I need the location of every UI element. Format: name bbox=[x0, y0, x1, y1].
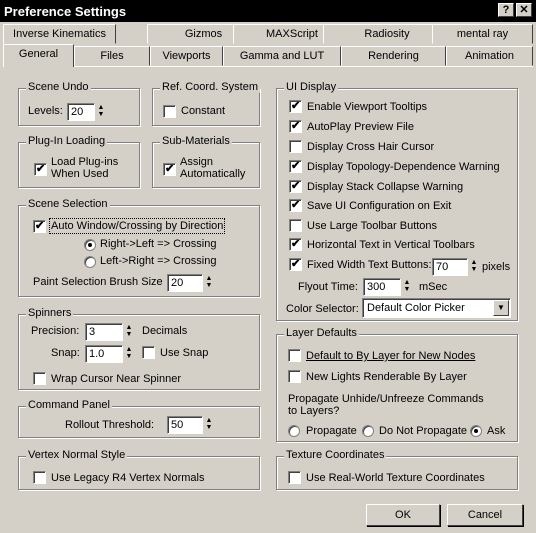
left-right-radio[interactable] bbox=[84, 256, 96, 268]
flyout-label: Flyout Time: bbox=[298, 281, 358, 293]
precision-label: Precision: bbox=[31, 325, 80, 337]
scene-undo-title: Scene Undo bbox=[28, 81, 89, 93]
do-not-propagate-label: Do Not Propagate bbox=[379, 425, 468, 437]
assign-label-1: Assign bbox=[180, 156, 214, 168]
tab-files[interactable]: Files bbox=[74, 46, 150, 66]
spinner-arrows-icon[interactable]: ▲ ▼ bbox=[125, 346, 133, 360]
right-left-radio[interactable] bbox=[84, 239, 96, 251]
tab-inverse-kinematics[interactable]: Inverse Kinematics bbox=[3, 24, 116, 44]
new-lights-checkbox[interactable] bbox=[288, 370, 301, 383]
help-button[interactable]: ? bbox=[498, 3, 514, 17]
snap-label: Snap: bbox=[51, 347, 80, 359]
spinner-arrows-icon[interactable]: ▲ ▼ bbox=[97, 104, 105, 118]
color-selector-value: Default Color Picker bbox=[367, 302, 465, 314]
plugin-loading-title: Plug-In Loading bbox=[28, 135, 106, 147]
fixed-width-field[interactable]: 70 bbox=[432, 258, 468, 276]
snap-spinner[interactable] bbox=[85, 345, 135, 363]
precision-spinner[interactable] bbox=[85, 323, 135, 341]
constant-checkbox[interactable] bbox=[163, 105, 176, 118]
rollout-field[interactable]: 50 bbox=[167, 416, 203, 434]
ui-display-label: Display Stack Collapse Warning bbox=[307, 181, 464, 193]
ui-display-checkbox[interactable] bbox=[289, 160, 302, 173]
layer-defaults-title: Layer Defaults bbox=[286, 327, 357, 339]
tab-maxscript[interactable]: MAXScript bbox=[233, 24, 351, 44]
snap-field[interactable]: 1.0 bbox=[85, 345, 123, 363]
tab-general[interactable]: General bbox=[3, 44, 74, 67]
levels-spinner[interactable] bbox=[67, 103, 107, 121]
ui-display-label: AutoPlay Preview File bbox=[307, 121, 414, 133]
color-selector-dropdown[interactable] bbox=[362, 298, 511, 318]
ui-display-checkbox[interactable] bbox=[289, 140, 302, 153]
cancel-button[interactable]: Cancel bbox=[447, 504, 523, 526]
window-title: Preference Settings bbox=[4, 4, 127, 19]
ui-display-title: UI Display bbox=[286, 81, 337, 93]
ui-display-label: Horizontal Text in Vertical Toolbars bbox=[307, 239, 475, 251]
ref-coord-title: Ref. Coord. System bbox=[162, 81, 258, 93]
precision-field[interactable]: 3 bbox=[85, 323, 123, 341]
levels-field[interactable]: 20 bbox=[67, 103, 95, 121]
scene-selection-title: Scene Selection bbox=[28, 198, 108, 210]
legacy-normals-checkbox[interactable] bbox=[33, 471, 46, 484]
spinner-arrows-icon[interactable]: ▲ ▼ bbox=[205, 275, 213, 289]
fixed-width-spinner[interactable] bbox=[432, 258, 480, 276]
ask-label: Ask bbox=[487, 425, 506, 437]
tab-viewports[interactable]: Viewports bbox=[150, 46, 223, 66]
spinner-arrows-icon[interactable]: ▲ ▼ bbox=[125, 324, 133, 338]
propagate-label: Propagate bbox=[306, 425, 357, 437]
ui-display-checkbox[interactable] bbox=[289, 238, 302, 251]
rollout-label: Rollout Threshold: bbox=[65, 419, 155, 431]
propagate-question-2: to Layers? bbox=[288, 405, 340, 417]
propagate-radio[interactable] bbox=[288, 425, 300, 437]
sub-materials-title: Sub-Materials bbox=[162, 135, 230, 147]
brush-size-field[interactable]: 20 bbox=[167, 274, 203, 292]
brush-size-label: Paint Selection Brush Size bbox=[33, 276, 163, 288]
propagate-question-1: Propagate Unhide/Unfreeze Commands bbox=[288, 393, 484, 405]
use-snap-checkbox[interactable] bbox=[142, 346, 155, 359]
ui-display-label: Display Cross Hair Cursor bbox=[307, 141, 435, 153]
ui-display-checkbox[interactable] bbox=[289, 180, 302, 193]
legacy-normals-label: Use Legacy R4 Vertex Normals bbox=[51, 472, 205, 484]
close-button[interactable]: ✕ bbox=[516, 3, 532, 17]
ui-display-label: Fixed Width Text Buttons: bbox=[307, 259, 432, 271]
tab-radiosity[interactable]: Radiosity bbox=[323, 24, 451, 44]
ui-display-checkbox[interactable] bbox=[289, 199, 302, 212]
new-lights-label: New Lights Renderable By Layer bbox=[306, 371, 467, 383]
ui-display-label: Enable Viewport Tooltips bbox=[307, 101, 428, 113]
brush-size-spinner[interactable] bbox=[167, 274, 215, 292]
load-plugins-label-2: When Used bbox=[51, 168, 109, 180]
assign-label-2: Automatically bbox=[180, 168, 246, 180]
ok-button[interactable]: OK bbox=[366, 504, 440, 526]
vertex-normal-title: Vertex Normal Style bbox=[28, 449, 126, 461]
pixels-label: pixels bbox=[482, 261, 511, 273]
flyout-spinner[interactable] bbox=[363, 278, 413, 296]
spinner-arrows-icon[interactable]: ▲ ▼ bbox=[470, 259, 478, 273]
ui-display-checkbox[interactable] bbox=[289, 100, 302, 113]
wrap-cursor-checkbox[interactable] bbox=[33, 372, 46, 385]
right-left-label: Right->Left => Crossing bbox=[100, 238, 217, 250]
chevron-down-icon[interactable]: ▼ bbox=[493, 300, 509, 316]
default-by-layer-checkbox[interactable] bbox=[288, 349, 301, 362]
wrap-cursor-label: Wrap Cursor Near Spinner bbox=[51, 373, 182, 385]
real-world-label: Use Real-World Texture Coordinates bbox=[306, 472, 485, 484]
ask-radio[interactable] bbox=[470, 425, 482, 437]
title-bar bbox=[0, 0, 536, 22]
constant-label: Constant bbox=[181, 105, 226, 117]
spinners-title: Spinners bbox=[28, 307, 72, 319]
tab-animation[interactable]: Animation bbox=[446, 46, 533, 66]
decimals-label: Decimals bbox=[142, 325, 188, 337]
color-selector-label: Color Selector: bbox=[286, 303, 359, 315]
auto-window-label: Auto Window/Crossing by Direction bbox=[51, 220, 224, 232]
spinner-arrows-icon[interactable]: ▲ ▼ bbox=[205, 417, 213, 431]
tab-rendering[interactable]: Rendering bbox=[341, 46, 446, 66]
auto-window-checkbox[interactable] bbox=[33, 220, 46, 233]
ui-display-checkbox[interactable] bbox=[289, 120, 302, 133]
tab-gamma-and-lut[interactable]: Gamma and LUT bbox=[223, 46, 341, 66]
load-plugins-checkbox[interactable] bbox=[34, 163, 47, 176]
default-by-layer-label: Default to By Layer for New Nodes bbox=[306, 350, 476, 362]
do-not-propagate-radio[interactable] bbox=[362, 425, 374, 437]
rollout-spinner[interactable] bbox=[167, 416, 215, 434]
msec-label: mSec bbox=[419, 281, 448, 293]
real-world-checkbox[interactable] bbox=[288, 471, 301, 484]
left-right-label: Left->Right => Crossing bbox=[100, 255, 217, 267]
ui-display-checkbox[interactable] bbox=[289, 219, 302, 232]
ui-display-label: Save UI Configuration on Exit bbox=[307, 200, 452, 212]
tab-panel-border bbox=[3, 66, 533, 67]
spinner-arrows-icon[interactable]: ▲ ▼ bbox=[403, 279, 411, 293]
ui-display-checkbox[interactable] bbox=[289, 258, 302, 271]
tab-mental-ray[interactable]: mental ray bbox=[432, 24, 533, 44]
command-panel-title: Command Panel bbox=[28, 399, 110, 411]
load-plugins-label-1: Load Plug-ins bbox=[51, 156, 119, 168]
ui-display-label: Use Large Toolbar Buttons bbox=[307, 220, 438, 232]
use-snap-label: Use Snap bbox=[160, 347, 209, 359]
tab-gizmos[interactable]: Gizmos bbox=[147, 24, 260, 44]
flyout-field[interactable]: 300 bbox=[363, 278, 401, 296]
assign-checkbox[interactable] bbox=[163, 163, 176, 176]
ui-display-label: Display Topology-Dependence Warning bbox=[307, 161, 500, 173]
texture-coordinates-title: Texture Coordinates bbox=[286, 449, 385, 461]
levels-label: Levels: bbox=[28, 105, 63, 117]
